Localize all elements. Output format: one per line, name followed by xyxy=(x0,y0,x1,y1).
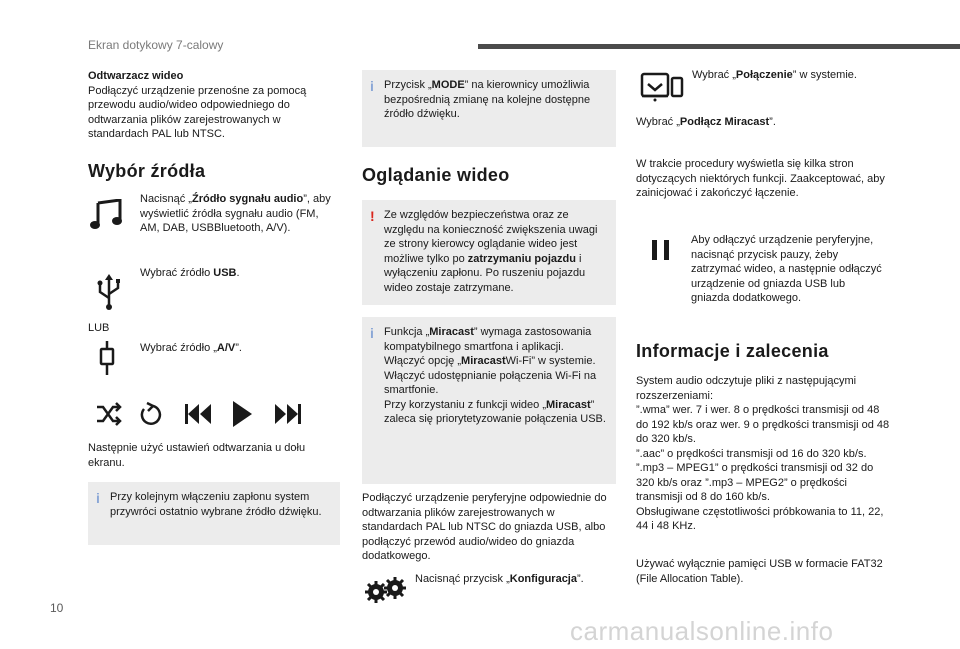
warn-pre: Ze względów bezpieczeństwa oraz ze względu na konieczność zwiększenia uwagi ze strony kierowcy oglądanie wideo jest możliwe tylko po xyxy=(384,209,598,265)
mb1: Miracast xyxy=(429,326,474,338)
mode-bold: MODE xyxy=(431,79,465,91)
intro-block xyxy=(88,69,338,142)
page-number: 10 xyxy=(50,601,64,615)
info-note-miracast xyxy=(362,317,616,484)
after-controls-text: Następnie użyć ustawień odtwarzania u dołu ekranu. xyxy=(88,442,306,469)
step-usb xyxy=(140,266,340,281)
step-connection xyxy=(692,68,892,83)
play-icon xyxy=(233,401,252,427)
section-title-info xyxy=(636,341,829,362)
m1: Funkcja „ xyxy=(384,326,430,338)
usb-icon xyxy=(97,272,121,310)
config-pre: Nacisnąć przycisk „ xyxy=(415,573,510,585)
section-title-source xyxy=(88,161,205,182)
warn-post: i wyłączeniu zapłonu. Po ruszeniu pojazdu wideo zostaje zatrzymane. xyxy=(384,252,586,294)
conn-bold: Połączenie xyxy=(735,69,793,81)
step1-post: ”, aby wyświetlić źródła sygnału audio (FM, AM, DAB, USBBluetooth, A/V). xyxy=(140,193,331,234)
connect-text: Podłączyć urządzenie peryferyjne odpowiednie do odtwarzania plików zarejestrowanych w standardach PAL lub NTSC do gniazda USB, albo podłączyć przewód audio/wideo do gniazda dodatkowego. xyxy=(362,492,607,562)
step2-bold: USB xyxy=(213,267,237,279)
next-icon xyxy=(275,404,301,424)
mb2: Miracast xyxy=(461,355,506,367)
settings-gears-icon xyxy=(365,577,407,603)
step3-bold: A/V xyxy=(216,342,236,354)
header-title: Ekran dotykowy 7-calowy xyxy=(88,38,224,52)
header-bar xyxy=(478,44,960,49)
or-label: LUB xyxy=(88,322,110,334)
m4: Włączyć udostępnianie połączenia Wi-Fi na smartfonie. xyxy=(384,369,597,396)
step-audio-source xyxy=(140,192,340,236)
mode-post: ” na kierownicy umożliwia bezpośrednią zmianę na kolejne dostępne źródło dźwięku. xyxy=(384,79,591,120)
section-title-video xyxy=(362,165,510,186)
mode-pre: Przycisk „ xyxy=(384,79,432,91)
warn-bold: zatrzymaniu pojazdu xyxy=(467,252,576,265)
step1-pre: Nacisnąć „ xyxy=(140,193,192,205)
step2-pre: Wybrać źródło xyxy=(140,267,214,279)
usb-format-text: Używać wyłącznie pamięci USB w formacie FAT32 (File Allocation Table). xyxy=(636,558,883,585)
repeat-icon xyxy=(142,403,160,424)
config-bold: Konfiguracja xyxy=(509,573,577,585)
section-heading: Oglądanie wideo xyxy=(362,165,510,185)
step-av xyxy=(140,341,340,356)
step-config xyxy=(415,572,615,587)
note-text: Przy kolejnym włączeniu zapłonu system przywróci ostatnio wybrane źródło dźwięku. xyxy=(110,491,322,518)
intro-text: Podłączyć urządzenie przenośne za pomocą przewodu audio/wideo odpowiedniego do odtwarzania plików zarejestrowanych w standardach PAL lub NTSC. xyxy=(88,84,307,140)
section-heading: Wybór źródła xyxy=(88,161,206,181)
info-mark-icon: i xyxy=(370,325,374,341)
m3: Wi-Fi” w systemie. xyxy=(505,355,596,367)
mb3: Miracast xyxy=(546,398,591,411)
playback-controls xyxy=(95,399,305,429)
watermark: carmanualsonline.info xyxy=(570,616,834,646)
info-mark-icon: i xyxy=(96,490,100,506)
mira-bold: Podłącz Miracast xyxy=(679,116,770,128)
conn-pre: Wybrać „ xyxy=(692,69,736,81)
mira-post: ”. xyxy=(769,116,776,128)
intro-title: Odtwarzacz wideo xyxy=(88,70,184,82)
procedure-text: W trakcie procedury wyświetla się kilka stron dotyczących niektórych funkcji. Zaakceptować, aby zainicjować i zakończyć łączenie. xyxy=(636,158,885,199)
warning-mark-icon: ! xyxy=(370,208,375,224)
av-plug-icon xyxy=(97,340,117,376)
warning-note-video xyxy=(362,200,616,305)
conn-post: ” w systemie. xyxy=(792,69,857,81)
step-miracast xyxy=(636,115,886,130)
section-heading: Informacje i zalecenia xyxy=(636,341,829,361)
step3-post: ”. xyxy=(235,342,242,354)
info-note-last-source xyxy=(88,482,340,545)
previous-icon xyxy=(185,404,211,424)
config-post: ”. xyxy=(576,573,584,585)
shuffle-icon xyxy=(97,403,120,425)
info-note-mode xyxy=(362,70,616,147)
m5: Przy korzystaniu z funkcji wideo „ xyxy=(384,398,546,411)
music-note-icon xyxy=(90,199,124,231)
info-mark-icon: i xyxy=(370,78,374,94)
step2-post: . xyxy=(236,267,240,279)
mira-pre: Wybrać „ xyxy=(636,116,680,128)
m2: ” wymaga zastosowania kompatybilnego smartfona i aplikacji. Włączyć opcję „ xyxy=(384,326,592,367)
connection-icon xyxy=(640,72,684,102)
m6: ” zaleca się priorytetyzowanie połączenia USB. xyxy=(384,398,606,425)
pause-icon xyxy=(652,240,670,260)
formats-text: System audio odczytuje pliki z następującymi rozszerzeniami: ”.wma” wer. 7 i wer. 8 o prędkości transmisji od 48 do 192 kb/s oraz wer. 9 o prędkości transmisji od 48 do 320 kb/s. ”.aac” o prędkości transmisji od 16 do 320 kb/s. ”.mp3 – MPEG1” o prędkości transmisji od 32 do 320 kb/s oraz ”.mp3 – MPEG2” o prędkości transmisji od 8 do 160 kb/s. Obsługiwane częstotliwości próbkowania to 11, 22, 44 i 48 KHz. xyxy=(636,375,890,532)
disconnect-text: Aby odłączyć urządzenie peryferyjne, nacisnąć przycisk pauzy, żeby zatrzymać wideo, a następnie odłączyć urządzenie od gniazda USB lub gniazda dodatkowego. xyxy=(691,234,882,304)
step3-pre: Wybrać źródło „ xyxy=(140,342,217,354)
step1-bold: Źródło sygnału audio xyxy=(191,193,304,205)
